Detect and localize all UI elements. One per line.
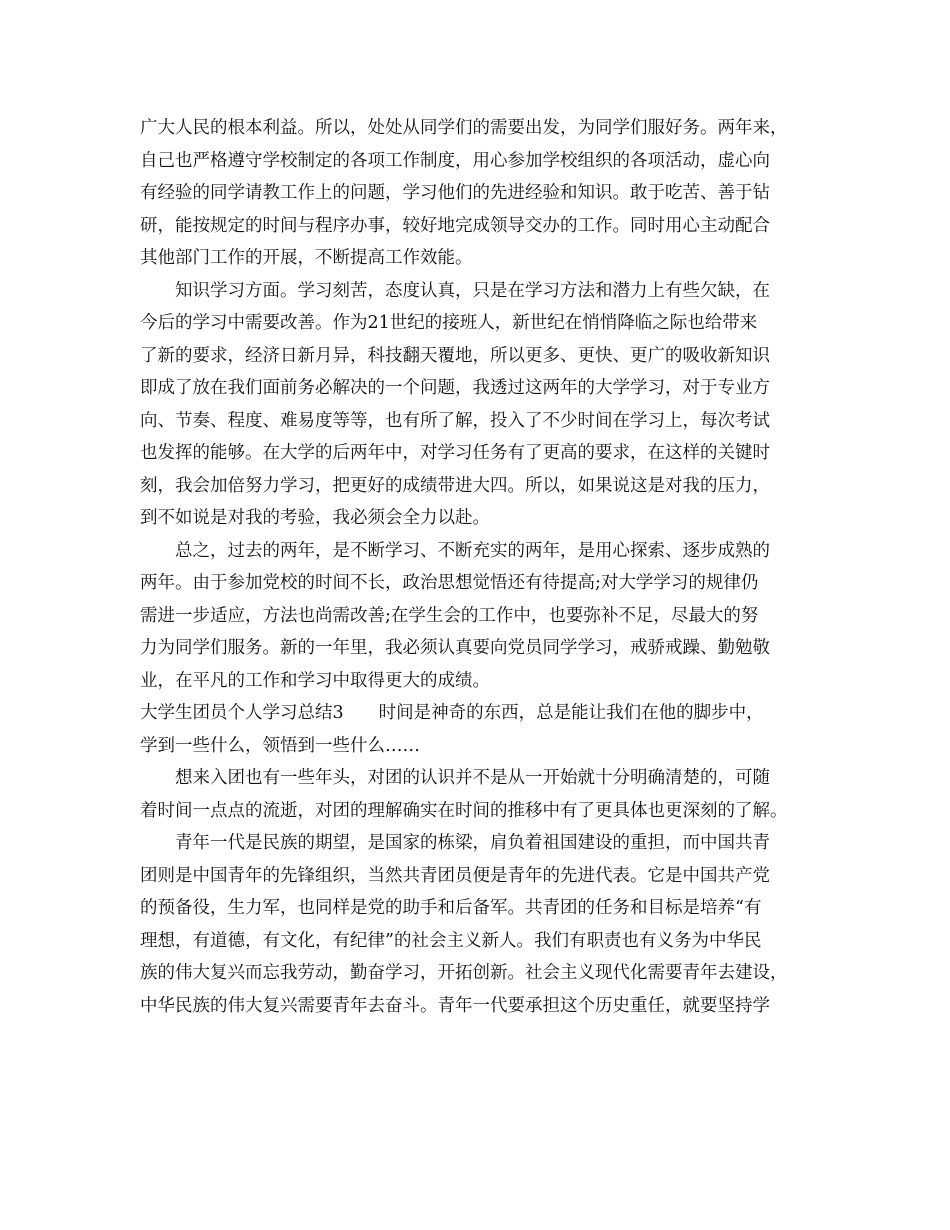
text-line: 总之，过去的两年，是不断学习、不断充实的两年，是用心探索、逐步成熟的: [175, 540, 770, 561]
text-line: 的预备役，生力军，也同样是党的助手和后备军。共青团的任务和目标是培养“有: [140, 898, 762, 918]
text-line: 团则是中国青年的先锋组织，当然共青团员便是青年的先进代表。它是中国共产党: [140, 865, 770, 886]
text-line: 广大人民的根本利益。所以，处处从同学们的需要出发，为同学们服好务。两年来，: [140, 118, 788, 138]
text-line: 知识学习方面。学习刻苦，态度认真，只是在学习方法和潜力上有些欠缺，在: [175, 280, 770, 301]
text-line: 想来入团也有一些年头，对团的认识并不是从一开始就十分明确清楚的，可随: [175, 768, 770, 788]
document-body: [140, 112, 840, 1022]
text-line: 今后的学习中需要改善。作为21世纪的接班人，新世纪在悄悄降临之际也给带来: [140, 313, 758, 333]
text-line: 需进一步适应，方法也尚需改善;在学生会的工作中，也要弥补不足，尽最大的努: [140, 605, 759, 626]
text-line: 两年。由于参加党校的时间不长，政治思想觉悟还有待提高;对大学学习的规律仍: [140, 573, 759, 593]
text-line: 青年一代是民族的期望，是国家的栋梁，肩负着祖国建设的重担，而中国共青: [175, 833, 770, 853]
text-line: 有经验的同学请教工作上的问题，学习他们的先进经验和知识。敢于吃苦、善于钻: [140, 183, 770, 203]
text-line: 到不如说是对我的考验，我必须会全力以赴。: [140, 508, 490, 528]
text-line: 业，在平凡的工作和学习中取得更大的成绩。: [140, 670, 490, 691]
text-line: 向、节奏、程度、难易度等等，也有所了解，投入了不少时间在学习上，每次考试: [140, 410, 770, 431]
text-line: 即成了放在我们面前务必解决的一个问题，我透过这两年的大学学习，对于专业方: [140, 378, 770, 398]
text-line: 研，能按规定的时间与程序办事，较好地完成领导交办的工作。同时用心主动配合: [140, 215, 770, 236]
text-line: 了新的要求，经济日新月异，科技翻天覆地，所以更多、更快、更广的吸收新知识: [140, 345, 770, 366]
text-line: 理想，有道德，有文化，有纪律”的社会主义新人。我们有职责也有义务为中华民: [140, 930, 762, 951]
text-line: 学到一些什么，领悟到一些什么……: [140, 735, 420, 756]
text-line: 刻，我会加倍努力学习，把更好的成绩带进大四。所以，如果说这是对我的压力，: [140, 475, 770, 496]
text-line: 着时间一点点的流逝，对团的理解确实在时间的推移中有了更具体也更深刻的了解。: [140, 800, 788, 821]
text-line: 族的伟大复兴而忘我劳动，勤奋学习，开拓创新。社会主义现代化需要青年去建设，: [140, 963, 788, 983]
text-line: 中华民族的伟大复兴需要青年去奋斗。青年一代要承担这个历史重任，就要坚持学: [140, 995, 770, 1016]
text-line: 也发挥的能够。在大学的后两年中，对学习任务有了更高的要求，在这样的关键时: [140, 443, 770, 463]
text-line: 自己也严格遵守学校制定的各项工作制度，用心参加学校组织的各项活动，虚心向: [140, 150, 770, 171]
text-line: 大学生团员个人学习总结3 时间是神奇的东西，总是能让我们在他的脚步中，: [140, 703, 764, 723]
text-line: 其他部门工作的开展，不断提高工作效能。: [140, 248, 473, 268]
text-line: 力为同学们服务。新的一年里，我必须认真要向党员同学学习，戒骄戒躁、勤勉敬: [140, 638, 770, 658]
